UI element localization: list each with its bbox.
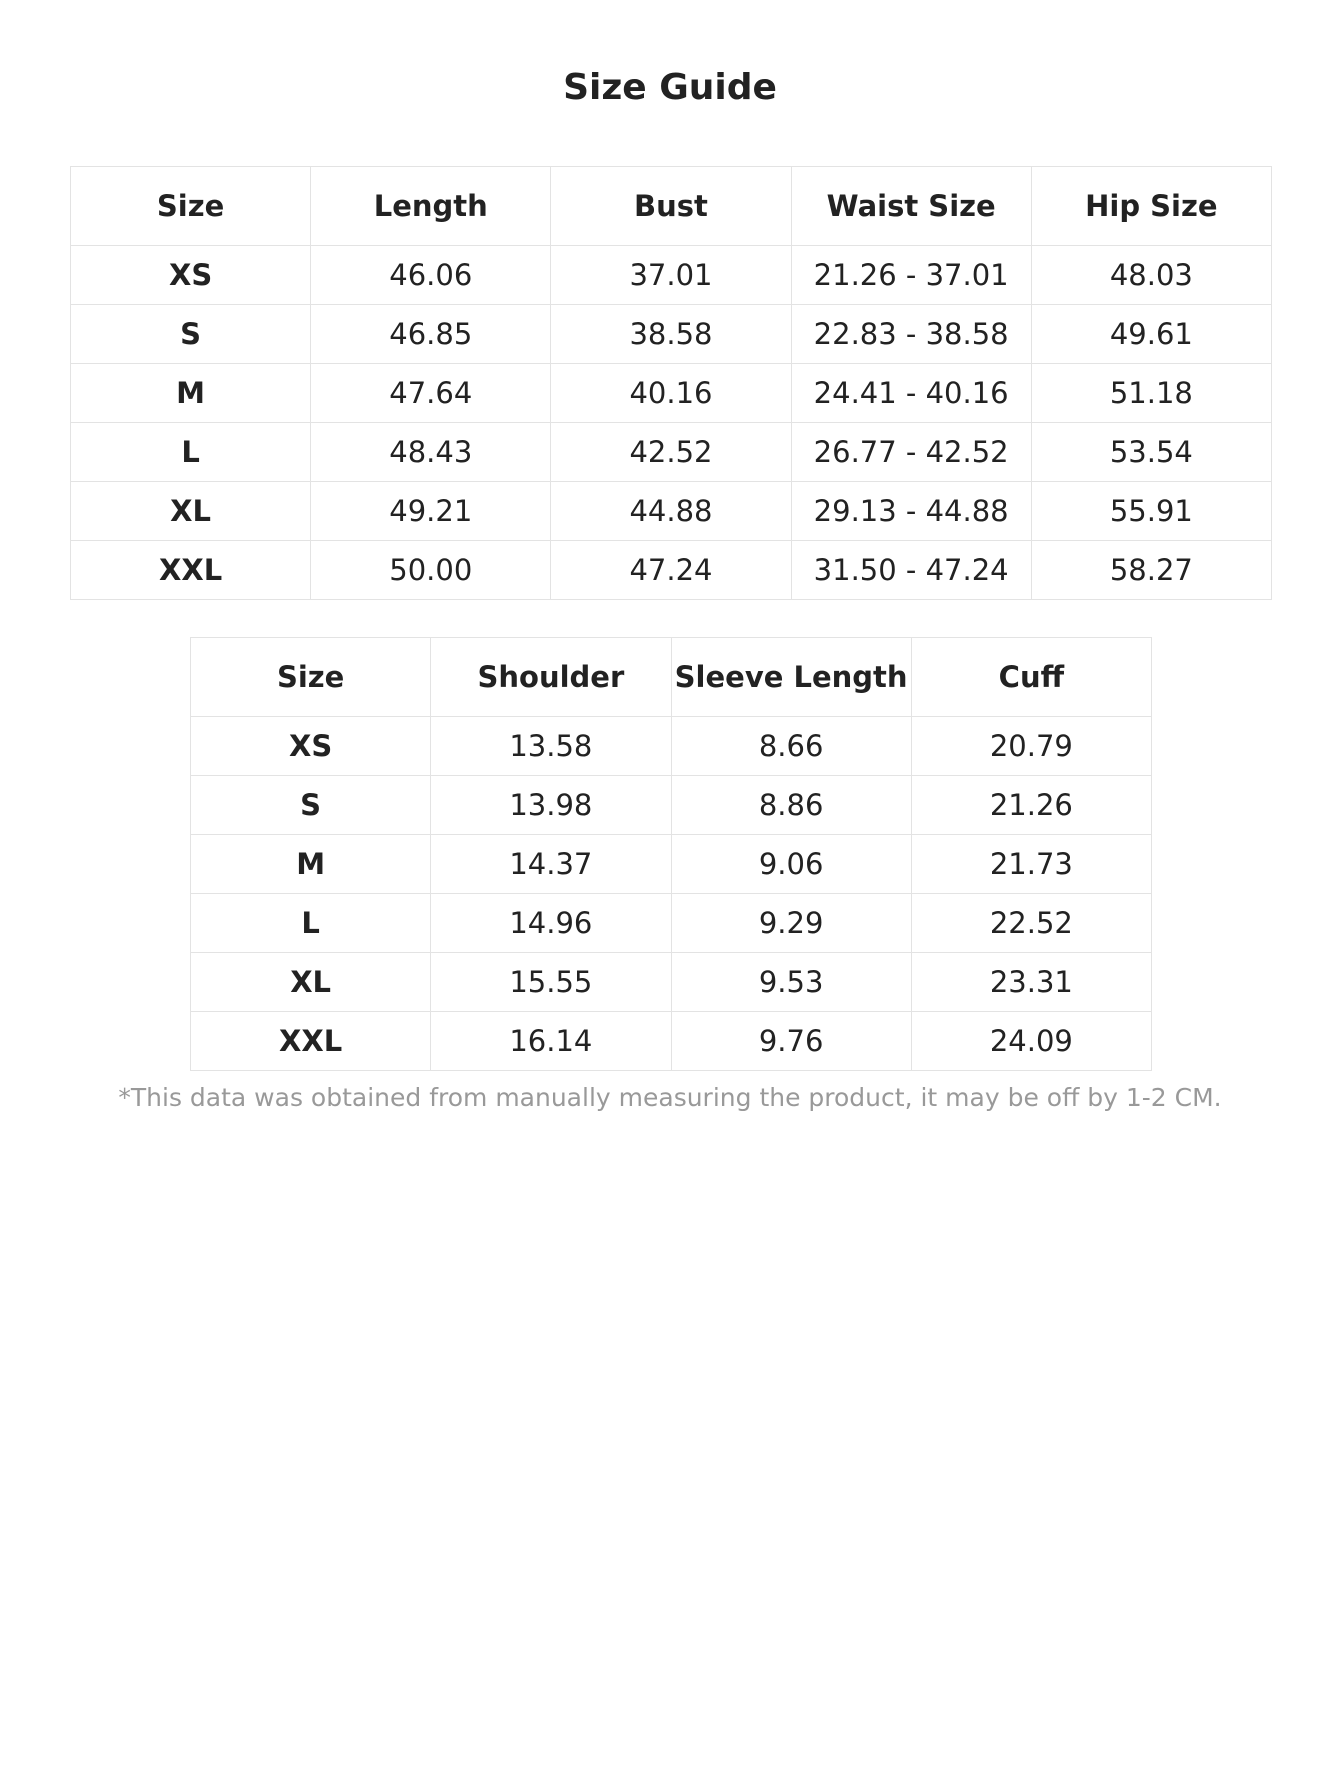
size-cell: S: [71, 305, 311, 364]
measurement-cell: 8.86: [671, 776, 911, 835]
column-header: Waist Size: [791, 167, 1031, 246]
measurement-cell: 9.29: [671, 894, 911, 953]
size-cell: XL: [191, 953, 431, 1012]
table-row: [191, 717, 1152, 776]
measurement-cell: 47.64: [311, 364, 551, 423]
header-row: [191, 638, 1152, 717]
measurement-cell: 9.53: [671, 953, 911, 1012]
measurement-cell: 48.03: [1031, 246, 1271, 305]
table-row: [191, 894, 1152, 953]
measurement-cell: 26.77 - 42.52: [791, 423, 1031, 482]
size-table-body-measurements: [70, 166, 1272, 600]
measurement-cell: 29.13 - 44.88: [791, 482, 1031, 541]
size-cell: M: [191, 835, 431, 894]
size-table-sleeve-measurements: [190, 637, 1152, 1071]
measurement-cell: 44.88: [551, 482, 791, 541]
measurement-cell: 38.58: [551, 305, 791, 364]
measurement-cell: 13.58: [431, 717, 671, 776]
measurement-cell: 48.43: [311, 423, 551, 482]
size-cell: XS: [71, 246, 311, 305]
measurement-footnote: *This data was obtained from manually measuring the product, it may be off by 1-2 CM.: [118, 1083, 1222, 1112]
size-cell: S: [191, 776, 431, 835]
table-row: [191, 1012, 1152, 1071]
measurement-cell: 46.06: [311, 246, 551, 305]
measurement-cell: 51.18: [1031, 364, 1271, 423]
measurement-cell: 21.26: [911, 776, 1151, 835]
size-cell: XXL: [191, 1012, 431, 1071]
column-header: Bust: [551, 167, 791, 246]
size-cell: XS: [191, 717, 431, 776]
table-row: [71, 541, 1272, 600]
measurement-cell: 47.24: [551, 541, 791, 600]
measurement-cell: 24.41 - 40.16: [791, 364, 1031, 423]
measurement-cell: 53.54: [1031, 423, 1271, 482]
measurement-cell: 14.96: [431, 894, 671, 953]
measurement-cell: 46.85: [311, 305, 551, 364]
size-cell: L: [191, 894, 431, 953]
size-cell: M: [71, 364, 311, 423]
measurement-cell: 23.31: [911, 953, 1151, 1012]
measurement-cell: 31.50 - 47.24: [791, 541, 1031, 600]
column-header: Hip Size: [1031, 167, 1271, 246]
size-cell: XXL: [71, 541, 311, 600]
measurement-cell: 21.73: [911, 835, 1151, 894]
column-header: Size: [71, 167, 311, 246]
measurement-cell: 20.79: [911, 717, 1151, 776]
measurement-cell: 42.52: [551, 423, 791, 482]
column-header: Length: [311, 167, 551, 246]
table-body: [191, 717, 1152, 1071]
measurement-cell: 55.91: [1031, 482, 1271, 541]
measurement-cell: 21.26 - 37.01: [791, 246, 1031, 305]
table-row: [191, 776, 1152, 835]
table-row: [191, 835, 1152, 894]
table-header: [191, 638, 1152, 717]
column-header: Size: [191, 638, 431, 717]
table-row: [71, 305, 1272, 364]
size-cell: XL: [71, 482, 311, 541]
column-header: Shoulder: [431, 638, 671, 717]
column-header: Sleeve Length: [671, 638, 911, 717]
measurement-cell: 49.21: [311, 482, 551, 541]
measurement-cell: 22.52: [911, 894, 1151, 953]
measurement-cell: 16.14: [431, 1012, 671, 1071]
table-row: [71, 482, 1272, 541]
measurement-cell: 9.76: [671, 1012, 911, 1071]
measurement-cell: 8.66: [671, 717, 911, 776]
measurement-cell: 37.01: [551, 246, 791, 305]
measurement-cell: 9.06: [671, 835, 911, 894]
header-row: [71, 167, 1272, 246]
table-row: [71, 364, 1272, 423]
measurement-cell: 50.00: [311, 541, 551, 600]
table-row: [71, 246, 1272, 305]
page-title: Size Guide: [563, 67, 777, 108]
measurement-cell: 22.83 - 38.58: [791, 305, 1031, 364]
measurement-cell: 58.27: [1031, 541, 1271, 600]
column-header: Cuff: [911, 638, 1151, 717]
table-row: [71, 423, 1272, 482]
table-row: [191, 953, 1152, 1012]
measurement-cell: 14.37: [431, 835, 671, 894]
measurement-cell: 13.98: [431, 776, 671, 835]
measurement-cell: 49.61: [1031, 305, 1271, 364]
measurement-cell: 15.55: [431, 953, 671, 1012]
measurement-cell: 40.16: [551, 364, 791, 423]
measurement-cell: 24.09: [911, 1012, 1151, 1071]
table-header: [71, 167, 1272, 246]
table-body: [71, 246, 1272, 600]
size-cell: L: [71, 423, 311, 482]
